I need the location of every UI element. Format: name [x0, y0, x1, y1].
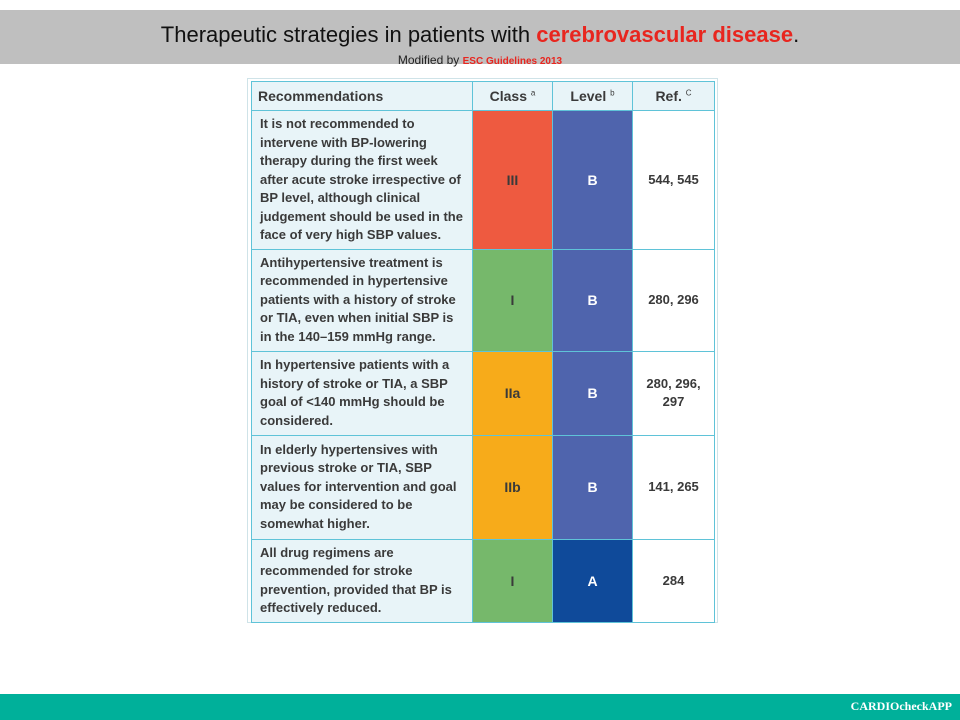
- title-highlight: cerebrovascular disease: [536, 22, 794, 47]
- recommendations-table-frame: [247, 78, 718, 623]
- ref-cell: 284: [633, 539, 715, 622]
- header-ref: Ref. $^C$: [633, 82, 715, 111]
- recommendation-cell: All drug regimens are recommended for stroke prevention, provided that BP is effectively reduced.: [252, 539, 473, 622]
- class-cell: III: [473, 111, 553, 250]
- level-cell: B: [553, 351, 633, 435]
- table-row: [252, 351, 715, 435]
- table-row: [252, 249, 715, 351]
- table-row: [252, 435, 715, 539]
- class-cell: IIa: [473, 351, 553, 435]
- header-class: Class $^a$: [473, 82, 553, 111]
- recommendations-table: [251, 81, 715, 623]
- subtitle-source: ESC Guidelines 2013: [462, 56, 563, 67]
- ref-cell: 280, 296: [633, 249, 715, 351]
- recommendation-cell: In elderly hypertensives with previous stroke or TIA, SBP values for intervention and goal may be considered to be somewhat higher.: [252, 435, 473, 539]
- recommendation-cell: In hypertensive patients with a history of stroke or TIA, a SBP goal of <140 mmHg should be considered.: [252, 351, 473, 435]
- page-title: [0, 22, 960, 48]
- level-cell: A: [553, 539, 633, 622]
- class-cell: I: [473, 249, 553, 351]
- recommendation-cell: Antihypertensive treatment is recommended in hypertensive patients with a history of stroke or TIA, even when initial SBP is in the 140–159 mmHg range.: [252, 249, 473, 351]
- class-cell: IIb: [473, 435, 553, 539]
- level-cell: B: [553, 249, 633, 351]
- header-level: Level $^b$: [553, 82, 633, 111]
- footer-bar: [0, 694, 960, 720]
- ref-cell: 280, 296, 297: [633, 351, 715, 435]
- level-cell: B: [553, 111, 633, 250]
- title-suffix: .: [793, 22, 800, 47]
- table-row: [252, 539, 715, 622]
- page-subtitle: [0, 53, 960, 67]
- recommendation-cell: It is not recommended to intervene with BP-lowering therapy during the first week after acute stroke irrespective of BP level, although clinical judgement should be used in the face of very high SBP values.: [252, 111, 473, 250]
- header-recommendations: Recommendations: [252, 82, 473, 111]
- level-cell: B: [553, 435, 633, 539]
- table-row: [252, 111, 715, 250]
- table-header-row: [252, 82, 715, 111]
- subtitle-prefix: Modified by: [397, 53, 460, 67]
- ref-cell: 141, 265: [633, 435, 715, 539]
- title-prefix: Therapeutic strategies in patients with: [160, 22, 537, 47]
- class-cell: I: [473, 539, 553, 622]
- ref-cell: 544, 545: [633, 111, 715, 250]
- footer-app-label: CARDIOcheckAPP: [850, 699, 952, 713]
